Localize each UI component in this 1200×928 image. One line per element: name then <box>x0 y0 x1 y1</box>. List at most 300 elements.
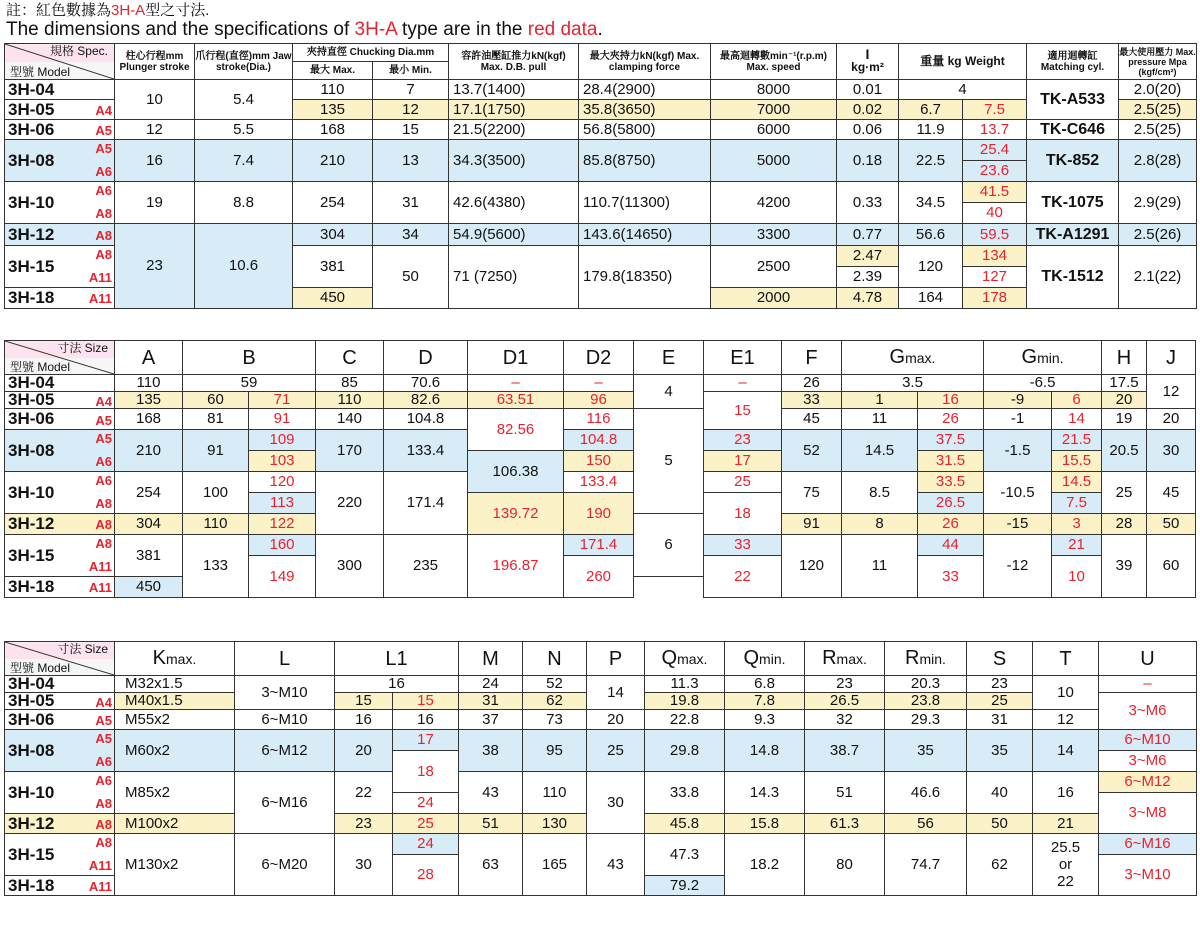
model-name: 3H-05 <box>8 99 55 119</box>
model-cell <box>5 814 115 834</box>
d2-value: 116 <box>564 409 634 430</box>
header-plunger-stroke: 柱心行程mm Plunger stroke <box>115 44 195 80</box>
plunger-value: 16 <box>115 140 195 182</box>
b-value-red: 91 <box>249 409 316 430</box>
k-value: M40x1.5 <box>115 693 235 710</box>
press-value: 2.8(28) <box>1119 140 1197 182</box>
col-header-m: M <box>459 642 523 676</box>
speed-value: 4200 <box>711 182 837 224</box>
model-cell <box>5 834 115 876</box>
a-type-label: A11 <box>88 580 112 595</box>
gmin-value-red: 21 <box>1052 535 1102 556</box>
weight-value: 120 <box>899 246 963 288</box>
jaw-value: 10.6 <box>195 224 293 309</box>
col-header-k: K <box>152 647 166 669</box>
plunger-value: 10 <box>115 80 195 120</box>
l1-value: 22 <box>335 772 393 814</box>
a-type-label: A8 <box>95 835 112 850</box>
f-value: 26 <box>782 375 842 392</box>
header-max-speed: 最高迴轉數min⁻¹(r.p.m) Max. speed <box>711 44 837 80</box>
col-header-r: R <box>905 647 920 669</box>
d2-value: 96 <box>564 392 634 409</box>
gmin-value-red: 14.5 <box>1052 472 1102 493</box>
e1-value: 15 <box>704 392 782 430</box>
b-value-red: 120 <box>249 472 316 493</box>
header-weight: 重量 kg Weight <box>899 44 1027 80</box>
col-header-q: Q <box>743 647 760 669</box>
col-header-e-text: E <box>661 346 676 369</box>
rmax-value: 51 <box>805 772 885 814</box>
model-name: 3H-05 <box>8 692 55 710</box>
gmax-value: 8.5 <box>842 472 918 514</box>
col-header-qmax <box>645 642 725 676</box>
model-name: 3H-12 <box>8 813 55 833</box>
gmin-value: -15 <box>984 514 1052 535</box>
weight-value: 56.6 <box>899 224 963 246</box>
col-header-min: min. <box>919 651 946 667</box>
qmax-value: 79.2 <box>645 876 725 896</box>
model-name: 3H-06 <box>8 409 55 428</box>
a-type-label: A4 <box>95 103 112 118</box>
model-name: 3H-06 <box>8 709 55 729</box>
m-value: 31 <box>459 693 523 710</box>
press-value: 2.5(25) <box>1119 120 1197 140</box>
h-value: 25 <box>1102 472 1147 514</box>
model-name: 3H-10 <box>8 782 55 802</box>
u-value: – <box>1099 676 1197 693</box>
k-value: M130x2 <box>115 834 235 896</box>
e1-value: 18 <box>704 493 782 535</box>
press-value: 2.5(25) <box>1119 100 1197 120</box>
weight-value: 22.5 <box>899 140 963 182</box>
b-value: 60 <box>183 392 249 409</box>
speed-value: 5000 <box>711 140 837 182</box>
qmax-value: 47.3 <box>645 834 725 876</box>
chuck-min-value: 50 <box>373 246 449 309</box>
model-cell <box>5 430 115 472</box>
b-value-red: 103 <box>249 451 316 472</box>
e1-value: 23 <box>704 430 782 451</box>
l1-value: 23 <box>335 814 393 834</box>
s-value: 40 <box>967 772 1033 814</box>
jaw-value: 5.5 <box>195 120 293 140</box>
corner-model-label: 型號 Model <box>10 65 71 79</box>
m-value: 51 <box>459 814 523 834</box>
note-text: type are in the <box>396 19 528 40</box>
model-cell <box>5 535 115 577</box>
b-value-red: 113 <box>249 493 316 514</box>
col-header-gmin <box>984 341 1102 375</box>
col-header-e1: E1 <box>704 341 782 375</box>
k-value: M55x2 <box>115 710 235 730</box>
gmin-value: -10.5 <box>984 472 1052 514</box>
col-header-p: P <box>587 642 645 676</box>
rmin-value: 46.6 <box>885 772 967 814</box>
l1-value: 15 <box>335 693 393 710</box>
a-type-label: A11 <box>88 291 112 306</box>
a-type-label: A5 <box>95 713 112 728</box>
model-cell <box>5 288 115 309</box>
col-header-gmax <box>842 341 984 375</box>
a-value: 254 <box>115 472 183 514</box>
b-value-red: 149 <box>249 556 316 598</box>
u-value: 6~M10 <box>1099 730 1197 751</box>
chuck-min-value: 31 <box>373 182 449 224</box>
p-value: 25 <box>587 730 645 772</box>
h-value: 19 <box>1102 409 1147 430</box>
weight-value-red: 41.5 <box>963 182 1027 203</box>
a-type-label: A6 <box>95 164 112 179</box>
gmin-value: -1 <box>984 409 1052 430</box>
plunger-value: 23 <box>115 224 195 309</box>
inertia-value: 4.78 <box>837 288 899 309</box>
a-type-label: A8 <box>95 496 112 511</box>
l1-value-red: 24 <box>393 793 459 814</box>
b-value: 133 <box>183 535 249 598</box>
j-value: 50 <box>1147 514 1196 535</box>
cyl-value: TK-A1291 <box>1027 224 1119 246</box>
l1-value: 16 <box>335 676 459 693</box>
a-type-label: A6 <box>95 473 112 488</box>
f-value: 75 <box>782 472 842 514</box>
clamp-value: 179.8(18350) <box>579 246 711 309</box>
d2-value: 190 <box>564 493 634 535</box>
pull-value: 54.9(5600) <box>449 224 579 246</box>
model-cell <box>5 182 115 224</box>
t-value: 10 <box>1033 676 1099 710</box>
col-header-e <box>634 341 704 375</box>
model-cell <box>5 876 115 896</box>
e1-value: 17 <box>704 451 782 472</box>
f-value: 33 <box>782 392 842 409</box>
chuck-max-value: 450 <box>293 288 373 309</box>
model-cell <box>5 730 115 772</box>
j-value: 45 <box>1147 472 1196 514</box>
model-name: 3H-08 <box>8 150 55 170</box>
header-chuck-max: 最大 Max. <box>293 62 373 80</box>
l-value: 6~M10 <box>235 710 335 730</box>
n-value: 110 <box>523 772 587 814</box>
col-header-max: max. <box>905 350 936 366</box>
col-header-r: R <box>822 647 837 669</box>
d2-value: 260 <box>564 556 634 598</box>
model-cell <box>5 710 115 730</box>
m-value: 38 <box>459 730 523 772</box>
qmin-value: 7.8 <box>725 693 805 710</box>
e1-value: – <box>704 375 782 392</box>
header-inertia <box>837 44 899 80</box>
corner-model-label: 型號 Model <box>10 360 71 374</box>
c-value: 110 <box>316 392 384 409</box>
u-value: 3~M6 <box>1099 751 1197 772</box>
col-header-rmin <box>885 642 967 676</box>
weight-value-red: 40 <box>963 203 1027 224</box>
note-type: 3H-A <box>111 2 146 19</box>
note-text: The dimensions and the specifications of <box>6 19 355 40</box>
model-name: 3H-08 <box>8 740 55 760</box>
a-value: 110 <box>115 375 183 392</box>
n-value: 52 <box>523 676 587 693</box>
inertia-value: 0.77 <box>837 224 899 246</box>
a-type-label: A11 <box>88 270 112 285</box>
qmin-value: 18.2 <box>725 834 805 896</box>
gmax-value-red: 26 <box>918 514 984 535</box>
p-value: 20 <box>587 710 645 730</box>
h-value: 20.5 <box>1102 430 1147 472</box>
model-name: 3H-06 <box>8 119 55 139</box>
chuck-max-value: 304 <box>293 224 373 246</box>
d2-value: 133.4 <box>564 472 634 493</box>
qmax-value: 19.8 <box>645 693 725 710</box>
a-value: 304 <box>115 514 183 535</box>
qmax-value: 33.8 <box>645 772 725 814</box>
gmax-value: 8 <box>842 514 918 535</box>
weight-value-red: 178 <box>963 288 1027 309</box>
a-value: 168 <box>115 409 183 430</box>
model-name: 3H-12 <box>8 514 55 533</box>
weight-value-red: 13.7 <box>963 120 1027 140</box>
gmax-value-red: 26.5 <box>918 493 984 514</box>
gmax-value-red: 44 <box>918 535 984 556</box>
weight-value-red: 59.5 <box>963 224 1027 246</box>
a-value: 135 <box>115 392 183 409</box>
model-name: 3H-08 <box>8 440 55 460</box>
k-value: M32x1.5 <box>115 676 235 693</box>
col-header-b: B <box>183 341 316 375</box>
rmin-value: 20.3 <box>885 676 967 693</box>
model-name: 3H-15 <box>8 545 55 565</box>
gmin-value: -6.5 <box>984 375 1102 392</box>
inertia-symbol: I <box>865 46 870 62</box>
cyl-value: TK-1512 <box>1027 246 1119 309</box>
inertia-value: 0.06 <box>837 120 899 140</box>
col-header-u: U <box>1099 642 1197 676</box>
inertia-value: 0.18 <box>837 140 899 182</box>
p-value: 14 <box>587 676 645 710</box>
press-value: 2.9(29) <box>1119 182 1197 224</box>
a-type-label: A5 <box>95 141 112 156</box>
rmin-value: 29.3 <box>885 710 967 730</box>
note-text-end: 型之寸法. <box>145 2 210 19</box>
note-red-data: red data <box>527 19 598 40</box>
t-value: 25.5 <box>1050 839 1081 856</box>
speed-value: 8000 <box>711 80 837 100</box>
model-name: 3H-04 <box>8 79 55 99</box>
inertia-value: 2.47 <box>837 246 899 267</box>
header-chucking-dia: 夾持直徑 Chucking Dia.mm <box>293 44 449 62</box>
inertia-value: 0.02 <box>837 100 899 120</box>
clamp-value: 56.8(5800) <box>579 120 711 140</box>
spec-table <box>4 43 1197 309</box>
cyl-value: TK-852 <box>1027 140 1119 182</box>
a-type-label: A8 <box>95 228 112 243</box>
model-name: 3H-18 <box>8 288 55 307</box>
gmax-value-red: 33.5 <box>918 472 984 493</box>
gmax-value: 14.5 <box>842 430 918 472</box>
model-cell <box>5 676 115 693</box>
e1-value: 22 <box>704 556 782 598</box>
t-value: 14 <box>1033 730 1099 772</box>
chuck-min-value: 12 <box>373 100 449 120</box>
weight-value-red: 25.4 <box>963 140 1027 161</box>
speed-value: 3300 <box>711 224 837 246</box>
model-name: 3H-05 <box>8 391 55 409</box>
d2-value: – <box>564 375 634 392</box>
clamp-value: 110.7(11300) <box>579 182 711 224</box>
weight-value-red: 7.5 <box>963 100 1027 120</box>
col-header-d: D <box>384 341 468 375</box>
chuck-max-value: 168 <box>293 120 373 140</box>
spec-corner <box>5 44 115 80</box>
cyl-value: TK-1075 <box>1027 182 1119 224</box>
chuck-min-value: 34 <box>373 224 449 246</box>
rmin-value: 56 <box>885 814 967 834</box>
header-max-pressure: 最大使用壓力 Max. pressure Mpa (kgf/cm²) <box>1119 44 1197 80</box>
s-value: 35 <box>967 730 1033 772</box>
pull-value: 71 (7250) <box>449 246 579 309</box>
c-value: 140 <box>316 409 384 430</box>
speed-value: 2000 <box>711 288 837 309</box>
u-value: 6~M12 <box>1099 772 1197 793</box>
n-value: 62 <box>523 693 587 710</box>
col-header-a: A <box>115 341 183 375</box>
l1-value-red: 18 <box>393 751 459 793</box>
model-name: 3H-18 <box>8 875 55 895</box>
rmin-value: 74.7 <box>885 834 967 896</box>
header-clamping-force: 最大夾持力kN(kgf) Max. clamping force <box>579 44 711 80</box>
col-header-max: max. <box>677 651 708 667</box>
model-cell <box>5 693 115 710</box>
gmin-value-red: 10 <box>1052 556 1102 598</box>
d-value: 70.6 <box>384 375 468 392</box>
a-value: 210 <box>115 430 183 472</box>
j-value: 30 <box>1147 430 1196 472</box>
a-type-label: A8 <box>95 796 112 811</box>
gmax-value-red: 37.5 <box>918 430 984 451</box>
jaw-value: 8.8 <box>195 182 293 224</box>
u-value: 3~M10 <box>1099 855 1197 896</box>
rmin-value: 23.8 <box>885 693 967 710</box>
a-type-label: A5 <box>95 123 112 138</box>
chuck-max-value: 110 <box>293 80 373 100</box>
l-value: 6~M20 <box>235 834 335 896</box>
a-type-label: A5 <box>95 413 112 428</box>
weight-value: 11.9 <box>899 120 963 140</box>
model-cell <box>5 375 115 392</box>
col-header-d2: D2 <box>564 341 634 375</box>
chuck-min-value: 15 <box>373 120 449 140</box>
f-value: 52 <box>782 430 842 472</box>
col-header-t: T <box>1033 642 1099 676</box>
b-value: 100 <box>183 472 249 514</box>
gmax-value-red: 31.5 <box>918 451 984 472</box>
col-header-j: J <box>1147 341 1196 375</box>
weight-value: 34.5 <box>899 182 963 224</box>
header-jaw-stroke: 爪行程(直徑)mm Jaw stroke(Dia.) <box>195 44 293 80</box>
c-value: 220 <box>316 472 384 535</box>
l1-value-red: 28 <box>393 855 459 896</box>
d2-value: 150 <box>564 451 634 472</box>
model-cell <box>5 100 115 120</box>
size-corner <box>5 341 115 375</box>
u-value: 6~M16 <box>1099 834 1197 855</box>
rmin-value: 35 <box>885 730 967 772</box>
chuck-max-value: 210 <box>293 140 373 182</box>
l1-value-red: 17 <box>393 730 459 751</box>
n-value: 95 <box>523 730 587 772</box>
a-type-label: A6 <box>95 183 112 198</box>
header-chuck-min: 最小 Min. <box>373 62 449 80</box>
col-header-q: Q <box>661 647 678 669</box>
col-header-d1: D1 <box>468 341 564 375</box>
l1-value: 20 <box>335 730 393 772</box>
e-value: 6 <box>634 514 704 577</box>
gmax-value-red: 33 <box>918 556 984 598</box>
cyl-value: TK-C646 <box>1027 120 1119 140</box>
d1-value: – <box>468 375 564 392</box>
gmax-value-red: 16 <box>918 392 984 409</box>
a-type-label: A5 <box>95 431 112 446</box>
a-type-label: A8 <box>95 517 112 532</box>
qmin-value: 9.3 <box>725 710 805 730</box>
chuck-max-value: 254 <box>293 182 373 224</box>
a-type-label: A6 <box>95 454 112 469</box>
jaw-value: 7.4 <box>195 140 293 182</box>
j-value: 60 <box>1147 535 1196 598</box>
col-header-n: N <box>523 642 587 676</box>
a-type-label: A6 <box>95 773 112 788</box>
l1-value-red: 15 <box>393 693 459 710</box>
b-value-red: 71 <box>249 392 316 409</box>
t-value-multi <box>1033 834 1099 896</box>
c-value: 85 <box>316 375 384 392</box>
d1-value: 106.38 <box>468 451 564 493</box>
l-value: 6~M12 <box>235 730 335 772</box>
model-name: 3H-10 <box>8 192 55 212</box>
model-cell <box>5 224 115 246</box>
k-value: M100x2 <box>115 814 235 834</box>
u-value: 3~M6 <box>1099 693 1197 730</box>
weight-value: 164 <box>899 288 963 309</box>
model-cell <box>5 472 115 514</box>
pull-value: 34.3(3500) <box>449 140 579 182</box>
d-value: 235 <box>384 535 468 598</box>
a-type-label: A6 <box>95 754 112 769</box>
col-header-kmax <box>115 642 235 676</box>
l1-value: 30 <box>335 834 393 896</box>
qmin-value: 14.8 <box>725 730 805 772</box>
corner-model-label: 型號 Model <box>10 661 71 675</box>
h-value: 39 <box>1102 535 1147 598</box>
d-value: 82.6 <box>384 392 468 409</box>
a-type-label: A5 <box>95 731 112 746</box>
l-value: 3~M10 <box>235 676 335 710</box>
n-value: 73 <box>523 710 587 730</box>
rmax-value: 38.7 <box>805 730 885 772</box>
m-value: 24 <box>459 676 523 693</box>
a-type-label: A4 <box>95 695 112 710</box>
model-cell <box>5 772 115 814</box>
chuck-min-value: 13 <box>373 140 449 182</box>
model-cell <box>5 246 115 288</box>
gmax-value-red: 26 <box>918 409 984 430</box>
col-header-min: min. <box>759 651 786 667</box>
clamp-value: 85.8(8750) <box>579 140 711 182</box>
note-text: 註：紅色數據為 <box>6 2 112 19</box>
model-cell <box>5 577 115 598</box>
plunger-value: 12 <box>115 120 195 140</box>
a-type-label: A8 <box>95 247 112 262</box>
